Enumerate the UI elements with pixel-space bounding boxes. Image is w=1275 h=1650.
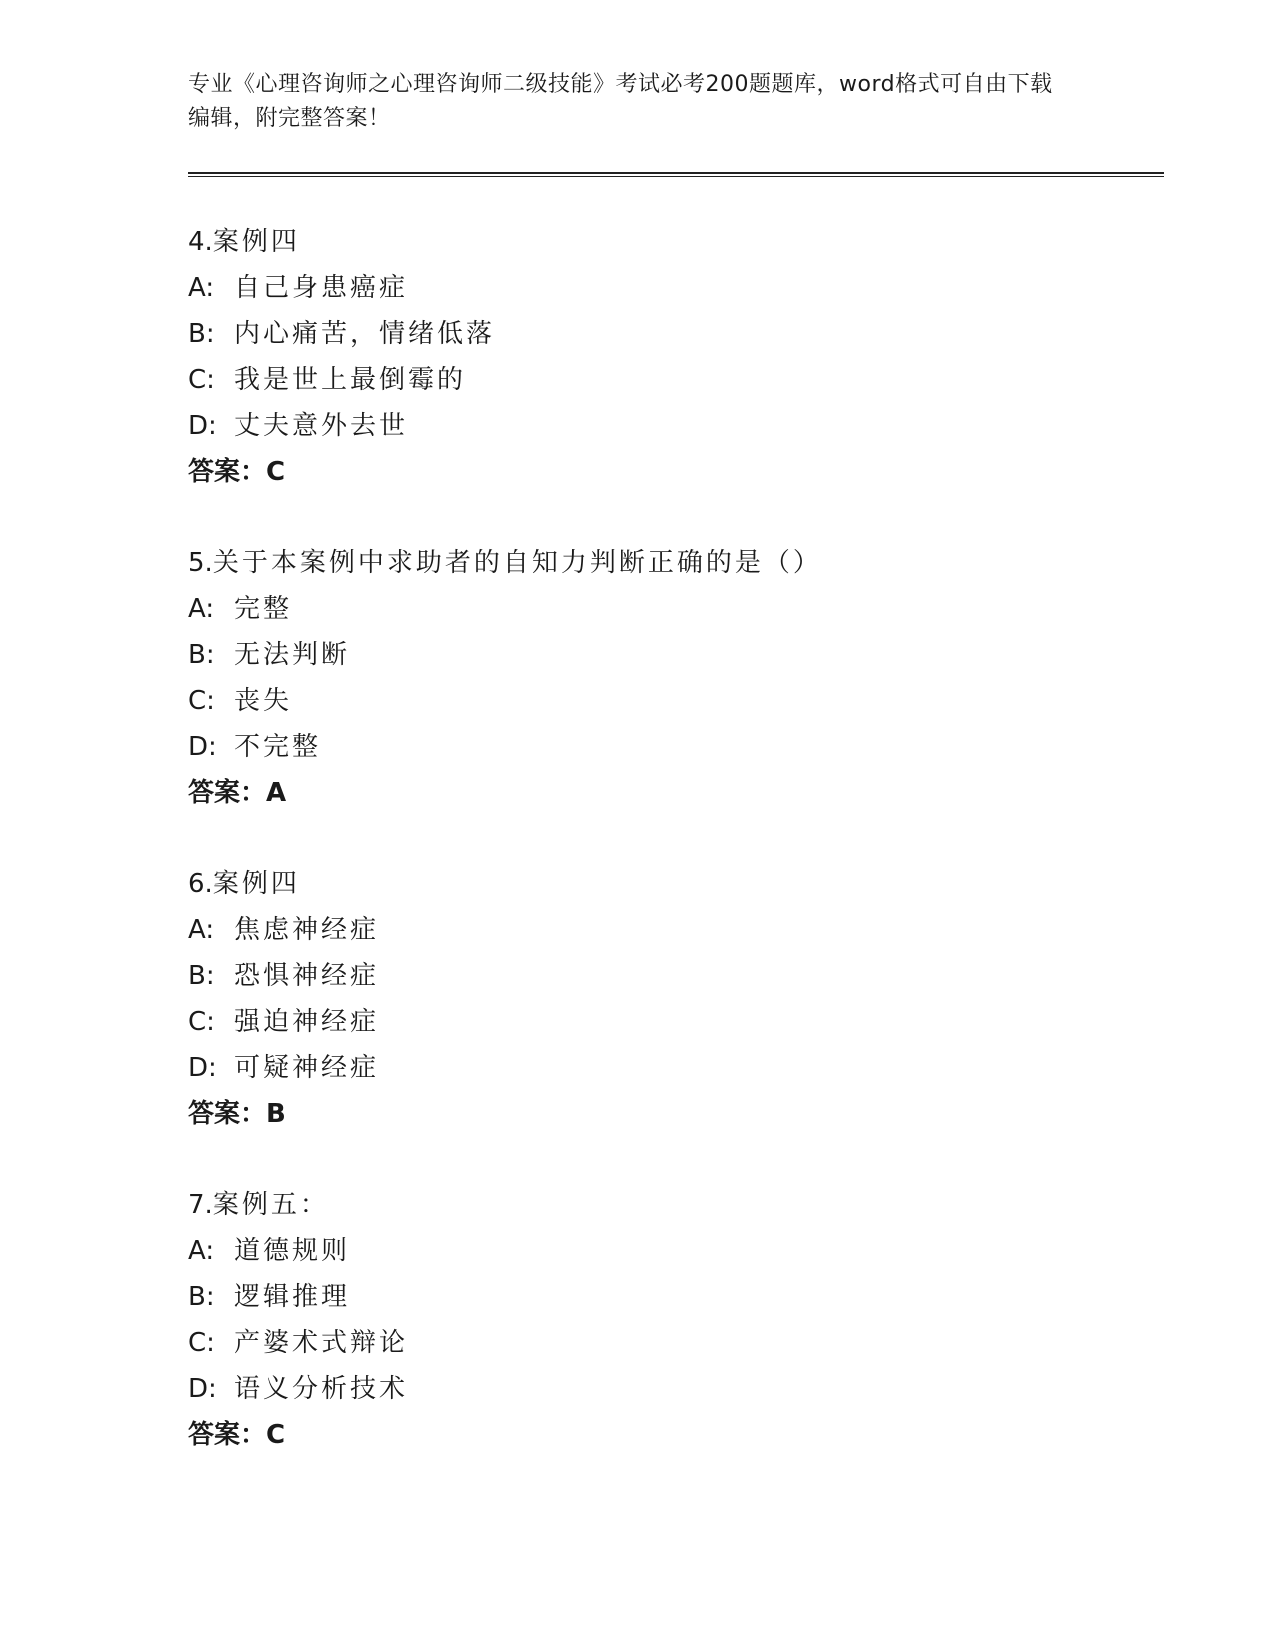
answer [188,1091,1168,1137]
question-list [188,219,1168,1458]
option-letter: D: [188,1374,217,1404]
option-letter: D: [188,732,217,762]
option-letter: B: [188,319,215,349]
option-text: 道德规则 [234,1236,351,1266]
option-c [188,357,1168,403]
document-page [188,68,1168,1503]
option-c [188,678,1168,724]
option-text: 自己身患癌症 [234,273,409,303]
option-b [188,311,1168,357]
option-text: 强迫神经症 [234,1007,380,1037]
answer-value: C [266,457,286,487]
answer-value: B [266,1099,286,1129]
document-header: 专业《心理咨询师之心理咨询师二级技能》考试必考200题题库，word格式可自由下载编辑，附完整答案！ [188,72,1053,131]
option-b [188,953,1168,999]
option-letter: C: [188,1007,215,1037]
option-text: 完整 [234,594,293,624]
header-divider [188,172,1164,177]
option-a [188,586,1168,632]
answer [188,449,1168,495]
question-text: 关于本案例中求助者的自知力判断正确的是（） [212,548,822,578]
option-text: 无法判断 [234,640,351,670]
option-text: 逻辑推理 [234,1282,351,1312]
question-text: 案例四 [212,869,300,899]
answer-value: C [266,1420,286,1450]
question-number: 7. [188,1190,213,1220]
answer [188,1412,1168,1458]
option-letter: A: [188,1236,215,1266]
option-text: 我是世上最倒霉的 [234,365,467,395]
question-stem [188,540,1168,586]
option-a [188,907,1168,953]
answer-label: 答案： [188,778,267,808]
option-text: 产婆术式辩论 [234,1328,409,1358]
question-number: 4. [188,227,213,257]
option-letter: C: [188,686,215,716]
question-stem [188,219,1168,265]
option-letter: A: [188,273,215,303]
option-letter: B: [188,961,215,991]
question-text: 案例五： [212,1190,329,1220]
question-stem [188,1182,1168,1228]
option-letter: C: [188,1328,215,1358]
question-item [188,219,1168,495]
option-text: 焦虑神经症 [234,915,380,945]
question-number: 5. [188,548,213,578]
option-b [188,632,1168,678]
answer-label: 答案： [188,1420,267,1450]
option-a [188,265,1168,311]
option-text: 丈夫意外去世 [234,411,409,441]
option-letter: A: [188,915,215,945]
option-text: 不完整 [234,732,322,762]
question-item [188,540,1168,816]
option-c [188,999,1168,1045]
option-letter: D: [188,1053,217,1083]
question-text: 案例四 [212,227,300,257]
question-number: 6. [188,869,213,899]
option-letter: C: [188,365,215,395]
option-letter: B: [188,1282,215,1312]
option-b [188,1274,1168,1320]
option-d [188,1045,1168,1091]
option-text: 恐惧神经症 [234,961,380,991]
option-text: 内心痛苦，情绪低落 [234,319,496,349]
answer [188,770,1168,816]
option-letter: D: [188,411,217,441]
option-d [188,724,1168,770]
option-text: 丧失 [234,686,293,716]
question-item [188,1182,1168,1458]
option-text: 可疑神经症 [234,1053,380,1083]
answer-label: 答案： [188,457,267,487]
question-item [188,861,1168,1137]
option-d [188,1366,1168,1412]
question-stem [188,861,1168,907]
option-text: 语义分析技术 [234,1374,409,1404]
option-a [188,1228,1168,1274]
option-letter: B: [188,640,215,670]
option-d [188,403,1168,449]
answer-label: 答案： [188,1099,267,1129]
option-c [188,1320,1168,1366]
option-letter: A: [188,594,215,624]
answer-value: A [266,778,287,808]
